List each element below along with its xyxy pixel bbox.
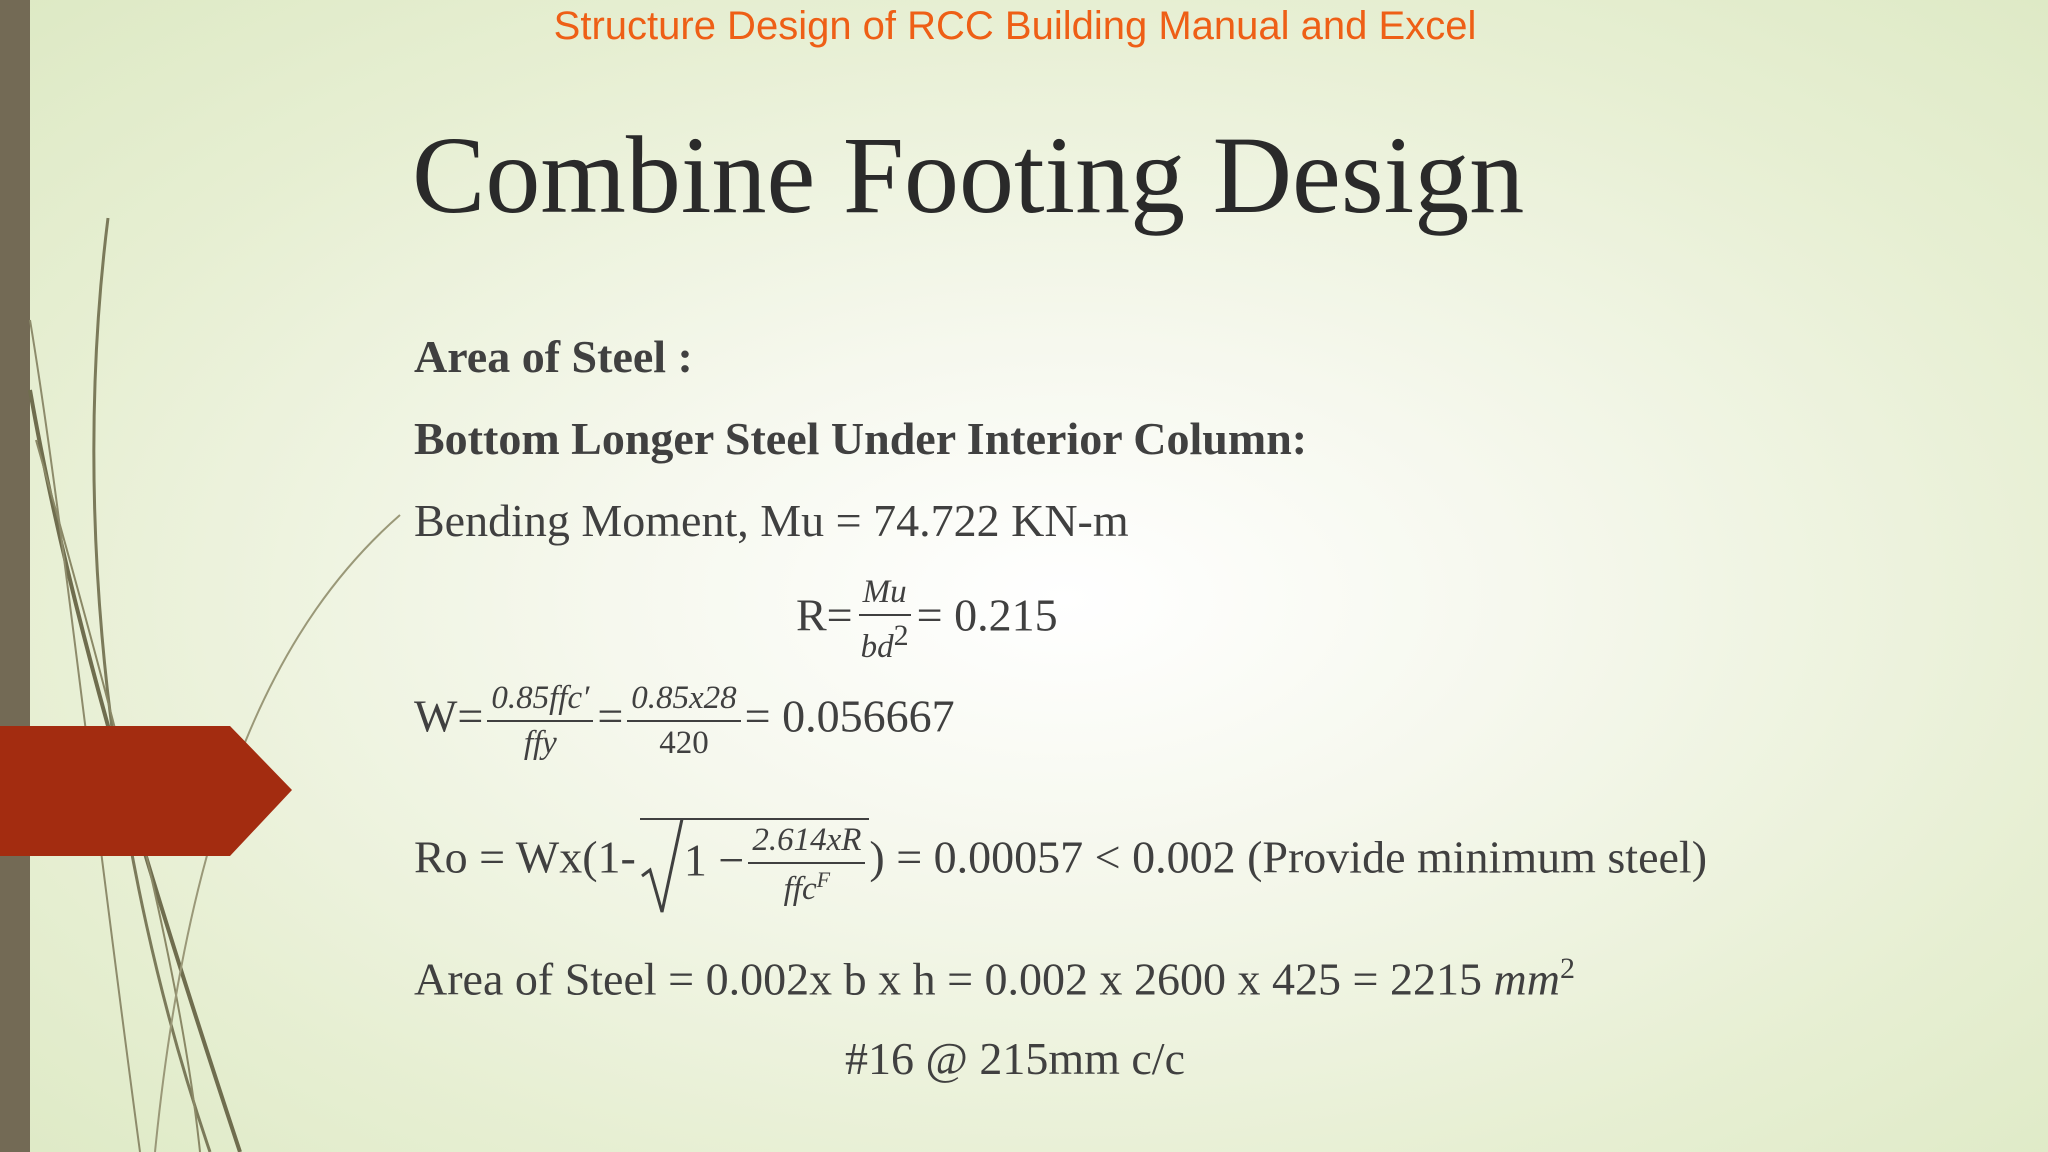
- as-eq-unit-exp: 2: [1559, 952, 1575, 985]
- radical-sign-icon: [640, 818, 684, 914]
- presentation-header: Structure Design of RCC Building Manual and Excel: [553, 4, 1477, 48]
- square-root: [640, 818, 870, 906]
- w-eq-f2-numerator: 0.85x28: [627, 682, 740, 722]
- w-equation: [414, 682, 955, 760]
- bending-moment-line: Bending Moment, Mu = 74.722 KN-m: [414, 495, 1129, 546]
- w-eq-result: = 0.056667: [744, 690, 955, 742]
- r-eq-lhs: R=: [796, 589, 853, 641]
- w-eq-fraction-1: [487, 682, 593, 760]
- r-eq-result: = 0.215: [916, 589, 1058, 641]
- ro-eq-rhs: ) = 0.00057 < 0.002 (Provide minimum steel): [869, 831, 1708, 883]
- w-eq-f2-denominator: 420: [659, 725, 709, 761]
- r-eq-numerator: Mu: [859, 576, 911, 616]
- as-eq-text: Area of Steel = 0.002x b x h = 0.002 x 2600 x 425 = 2215: [414, 953, 1494, 1005]
- w-eq-fraction-2: [627, 682, 740, 760]
- ro-eq-radical-one: 1 −: [683, 834, 745, 886]
- w-eq-equals: =: [597, 690, 624, 742]
- r-eq-denominator: $bd^2$: [860, 619, 909, 665]
- ro-eq-denominator: ffc$^F$: [783, 867, 831, 907]
- area-of-steel-equation: [414, 952, 1575, 1005]
- w-eq-f1-denominator: ffy: [523, 725, 557, 761]
- r-equation: [796, 576, 1058, 664]
- slide-title: Combine Footing Design: [412, 114, 1525, 236]
- bottom-steel-heading: Bottom Longer Steel Under Interior Column:: [414, 413, 1308, 464]
- ro-eq-lhs: Ro = Wx(1-: [414, 831, 636, 883]
- ro-eq-fraction: [748, 824, 865, 906]
- ro-equation: [414, 818, 1707, 906]
- ro-eq-numerator: 2.614xR: [748, 824, 865, 864]
- w-eq-f1-numerator: 0.85ffc′: [487, 682, 593, 722]
- w-eq-lhs: W=: [414, 690, 484, 742]
- r-eq-fraction: [857, 576, 913, 664]
- as-eq-unit: mm: [1493, 953, 1560, 1005]
- area-of-steel-heading: Area of Steel :: [414, 331, 693, 382]
- arrow-shape: [0, 726, 292, 856]
- bar-spec-line: #16 @ 215mm c/c: [844, 1033, 1186, 1084]
